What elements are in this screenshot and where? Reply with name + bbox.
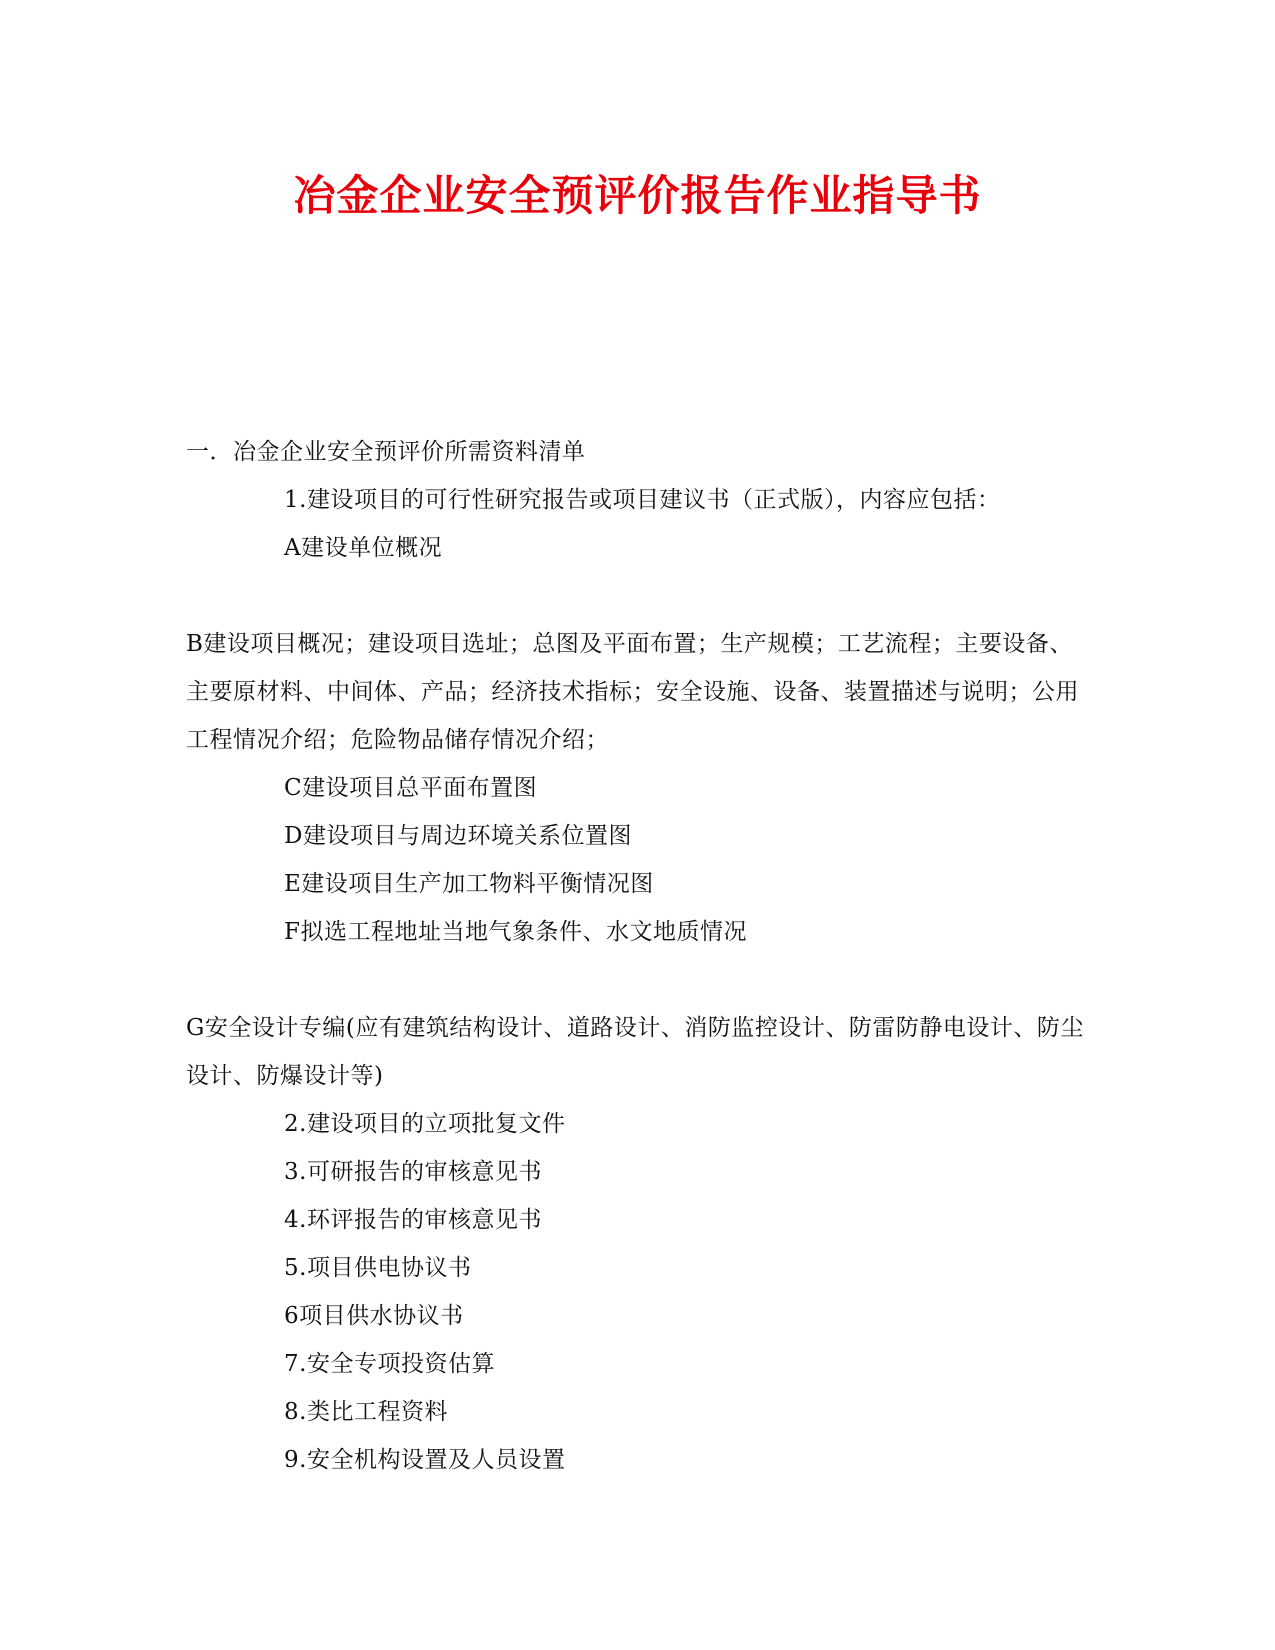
list-item-7: 7.安全专项投资估算 xyxy=(284,1351,495,1377)
list-item-9: 9.安全机构设置及人员设置 xyxy=(284,1447,566,1473)
section-heading: 一．冶金企业安全预评价所需资料清单 xyxy=(186,439,586,465)
list-item-1: 1.建设项目的可行性研究报告或项目建议书（正式版），内容应包括： xyxy=(284,487,1001,513)
list-item-d: D建设项目与周边环境关系位置图 xyxy=(284,823,632,849)
list-item-6: 6项目供水协议书 xyxy=(284,1303,464,1329)
list-item-5: 5.项目供电协议书 xyxy=(284,1255,472,1281)
document-body xyxy=(186,428,1086,1484)
list-item-c: C建设项目总平面布置图 xyxy=(284,775,538,801)
list-item-3: 3.可研报告的审核意见书 xyxy=(284,1159,542,1185)
list-item-4: 4.环评报告的审核意见书 xyxy=(284,1207,542,1233)
list-item-b: B建设项目概况；建设项目选址；总图及平面布置；生产规模；工艺流程；主要设备、主要原材料、中间体、产品；经济技术指标；安全设施、设备、装置描述与说明；公用工程情况介绍；危险物品储存情况介绍； xyxy=(186,631,1079,753)
list-item-8: 8.类比工程资料 xyxy=(284,1399,448,1425)
list-item-g: G安全设计专编(应有建筑结构设计、道路设计、消防监控设计、防雷防静电设计、防尘设计、防爆设计等) xyxy=(186,1015,1084,1089)
document-title: 冶金企业安全预评价报告作业指导书 xyxy=(293,171,982,220)
list-item-2: 2.建设项目的立项批复文件 xyxy=(284,1111,566,1137)
list-item-f: F拟选工程地址当地气象条件、水文地质情况 xyxy=(284,919,747,945)
list-item-e: E建设项目生产加工物料平衡情况图 xyxy=(284,871,654,897)
list-item-a: A建设单位概况 xyxy=(284,535,443,561)
